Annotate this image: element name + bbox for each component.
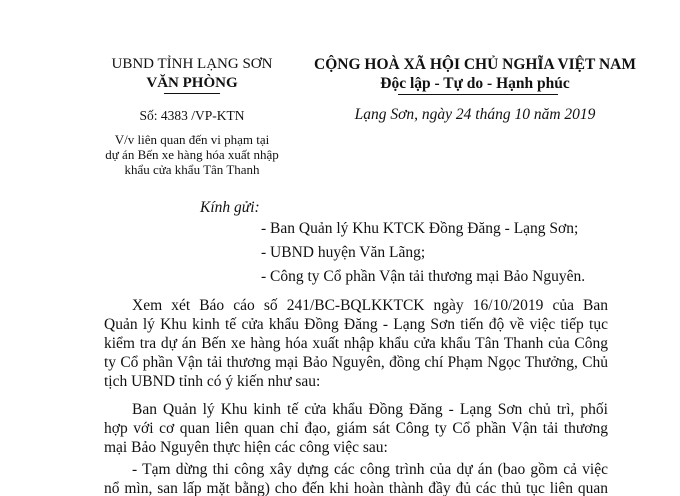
body-paragraph	[104, 400, 608, 457]
greeting: Kính gửi:	[200, 199, 260, 216]
national-motto: Độc lập - Tự do - Hạnh phúc	[380, 75, 570, 92]
recipient-item: - Ban Quản lý Khu KTCK Đồng Đăng - Lạng Sơn;	[261, 220, 579, 237]
body-line: - Tạm dừng thi công xây dựng các công trình của dự án (bao gồm cả việc	[132, 461, 608, 478]
national-title: CỘNG HOÀ XÃ HỘI CHỦ NGHĨA VIỆT NAM	[314, 56, 636, 73]
body-line: Xem xét Báo cáo số 241/BC-BQLKKTCK ngày 16/10/2019 của Ban	[132, 297, 608, 314]
issuing-agency: UBND TỈNH LẠNG SƠN	[111, 56, 273, 72]
office-underline	[164, 93, 220, 94]
body-line: Ban Quản lý Khu kinh tế cửa khẩu Đồng Đăng - Lạng Sơn chủ trì, phối	[132, 401, 608, 418]
document-subject	[92, 132, 292, 177]
motto-underline	[398, 94, 558, 95]
body-paragraph	[104, 296, 608, 391]
body-line: nổ mìn, san lấp mặt bằng) cho đến khi hoàn thành đầy đủ các thủ tục liên quan	[104, 480, 608, 496]
body-line: Quản lý Khu kinh tế cửa khẩu Đồng Đăng - Lạng Sơn tiến độ về việc tiếp tục	[104, 316, 608, 333]
subject-line: V/v liên quan đến vi phạm tại	[114, 132, 270, 147]
body-line: mại Bảo Nguyên thực hiện các công việc sau:	[104, 439, 388, 456]
issuing-office: VĂN PHÒNG	[146, 75, 238, 91]
recipient-list	[261, 217, 585, 289]
body-line: ty Cổ phần Vận tải thương mại Bảo Nguyên, đồng chí Phạm Ngọc Thưởng, Chủ	[104, 354, 608, 371]
subject-line: khẩu cửa khẩu Tân Thanh	[124, 162, 260, 177]
recipient-item: - Công ty Cổ phần Vận tải thương mại Bảo Nguyên.	[261, 268, 586, 285]
subject-line: dự án Bến xe hàng hóa xuất nhập	[105, 147, 279, 162]
body-line: kiểm tra dự án Bến xe hàng hóa xuất nhập khẩu cửa khẩu Tân Thanh của Công	[104, 335, 608, 352]
date-line: Lạng Sơn, ngày 24 tháng 10 năm 2019	[354, 106, 596, 123]
body-line: hợp với cơ quan liên quan chỉ đạo, giám sát Công ty Cổ phần Vận tải thương	[104, 420, 608, 437]
body-line: tịch UBND tỉnh có ý kiến như sau:	[104, 373, 321, 390]
recipient-item: - UBND huyện Văn Lãng;	[261, 244, 426, 261]
body-paragraph	[104, 460, 608, 496]
document-number: Số: 4383 /VP-KTN	[139, 108, 245, 123]
